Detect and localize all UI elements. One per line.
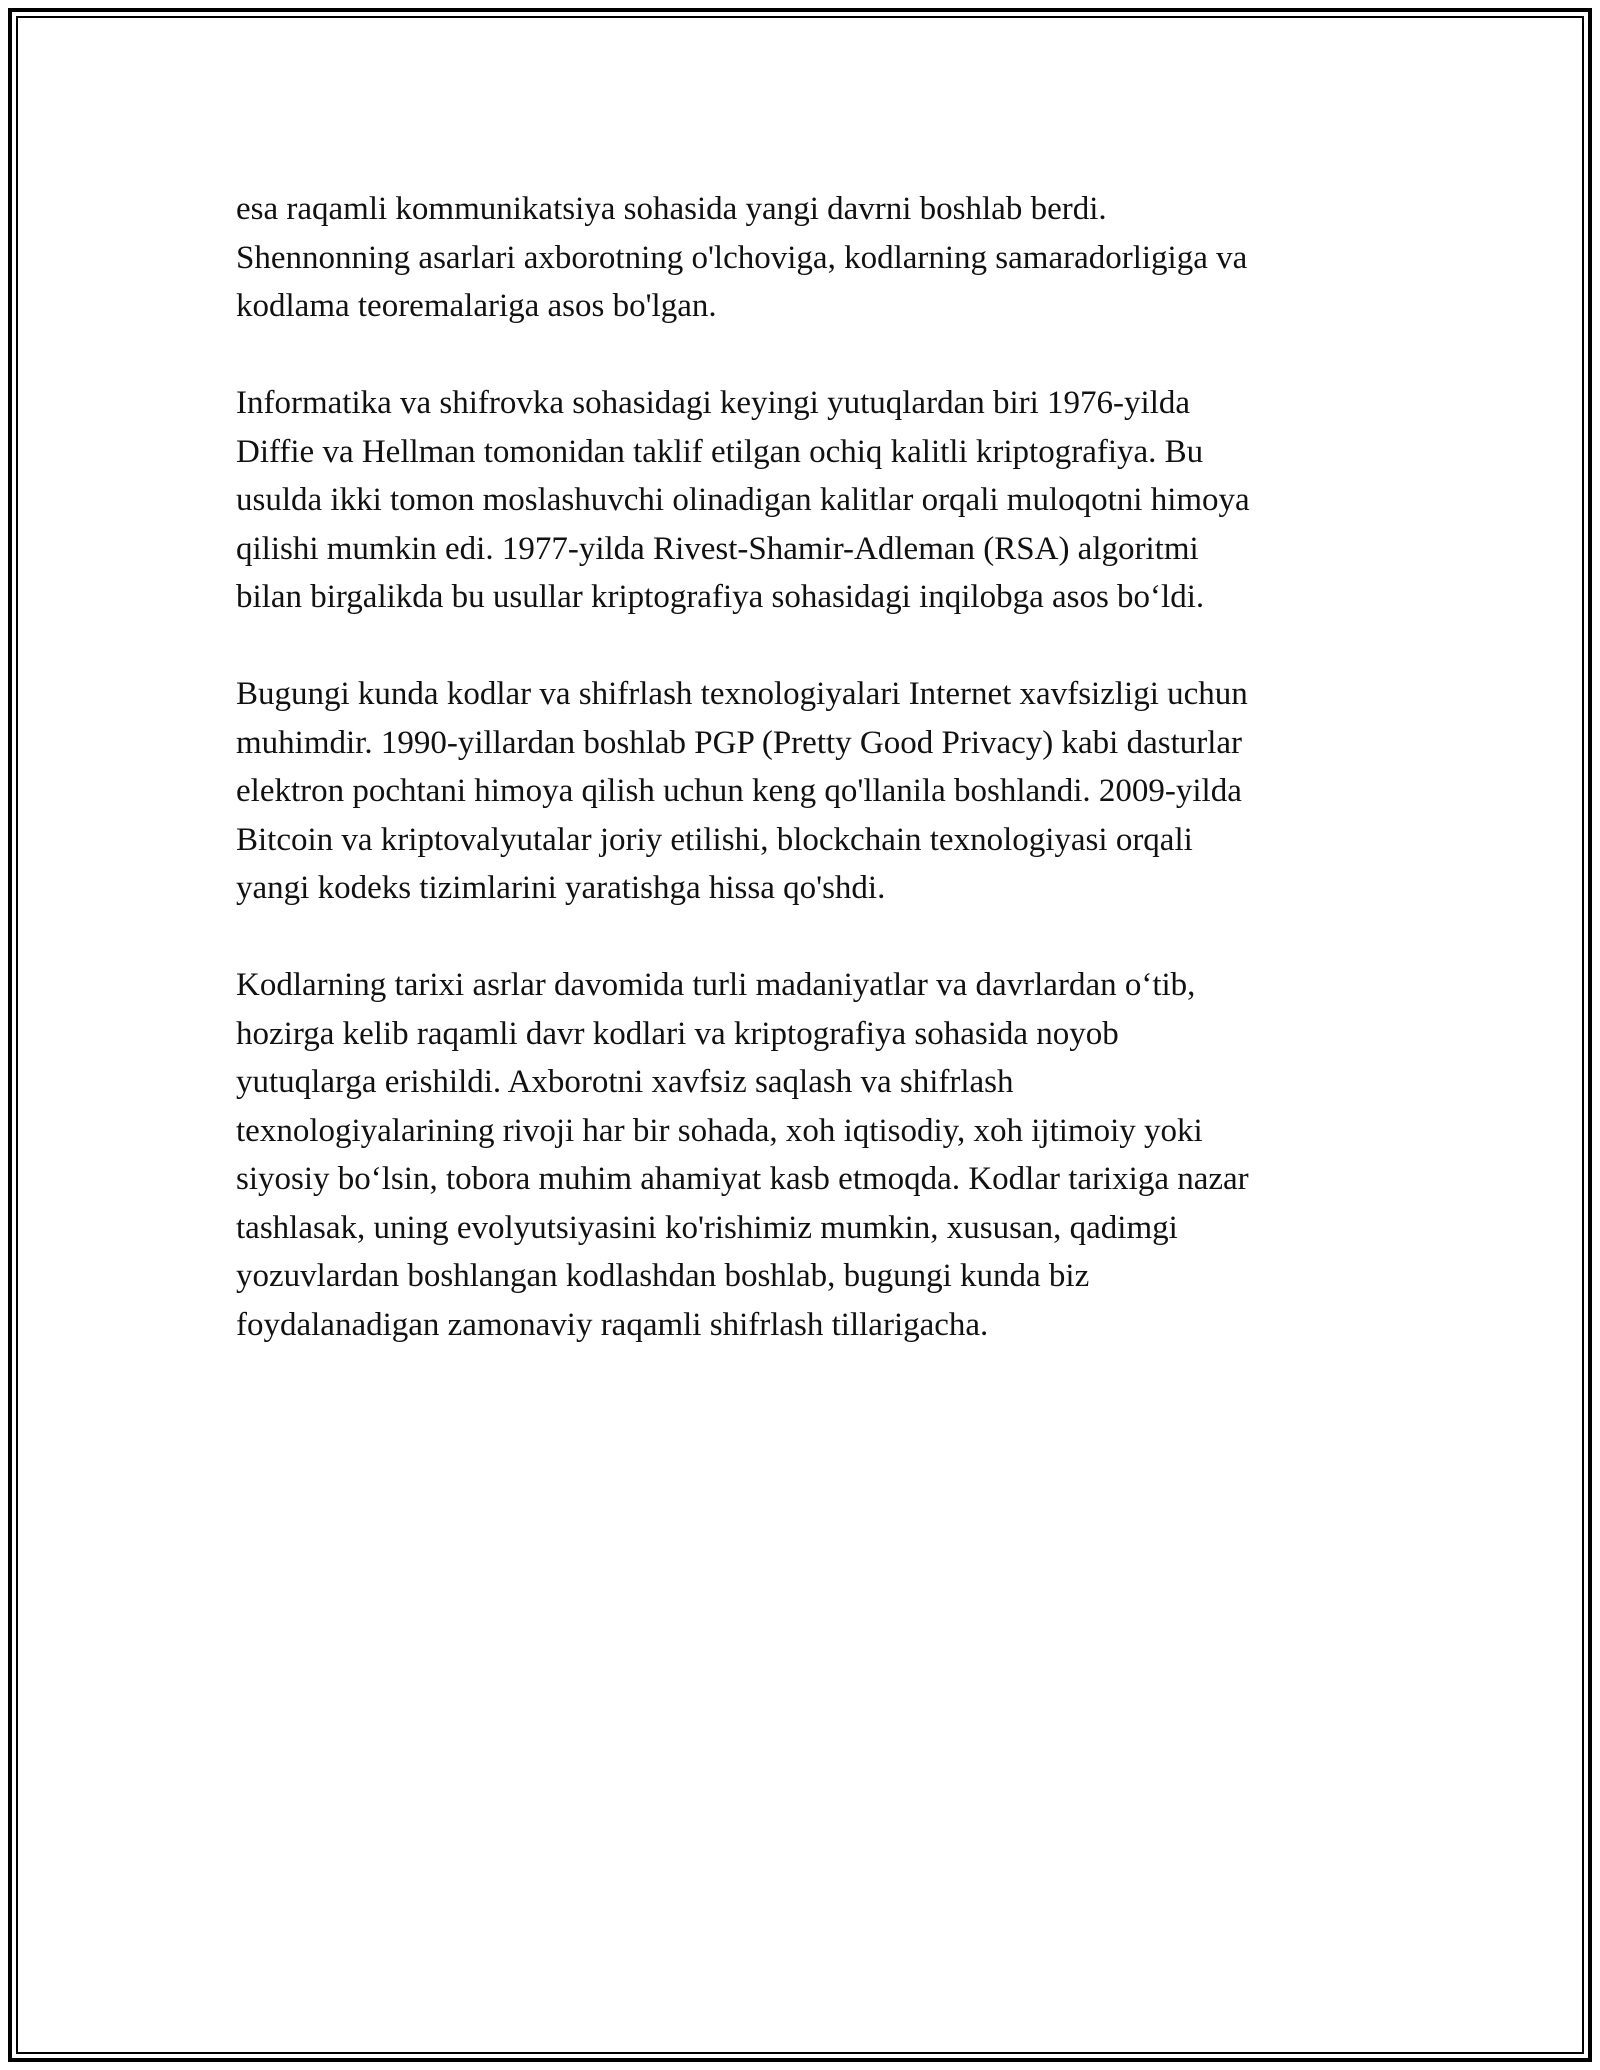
text-line: muhimdir. 1990-yillardan boshlab PGP (Pretty Good Privacy) kabi dasturlar <box>236 724 1243 761</box>
text-line: esa raqamli kommunikatsiya sohasida yangi davrni boshlab berdi. <box>236 191 1107 227</box>
text-line: texnologiyalarining rivoji har bir sohada, xoh iqtisodiy, xoh ijtimoiy yoki <box>236 1112 1203 1149</box>
text-line: elektron pochtani himoya qilish uchun keng qo'llanila boshlandi. 2009-yilda <box>236 773 1242 809</box>
text-line: siyosiy bo‘lsin, tobora muhim ahamiyat kasb etmoqda. Kodlar tarixiga nazar <box>236 1161 1249 1197</box>
paragraph-1 <box>236 185 1376 331</box>
text-line: Diffie va Hellman tomonidan taklif etilgan ochiq kalitli kriptografiya. Bu <box>236 433 1204 470</box>
paragraph-4 <box>236 961 1376 1349</box>
document-body <box>236 185 1376 1398</box>
text-line: yutuqlarga erishildi. Axborotni xavfsiz saqlash va shifrlash <box>236 1064 1014 1100</box>
text-line: Informatika va shifrovka sohasidagi keyingi yutuqlardan biri 1976-yilda <box>236 385 1191 421</box>
text-line: usulda ikki tomon moslashuvchi olinadigan kalitlar orqali muloqotni himoya <box>236 482 1250 518</box>
text-line: Bitcoin va kriptovalyutalar joriy etilishi, blockchain texnologiyasi orqali <box>236 821 1193 858</box>
text-line: bilan birgalikda bu usullar kriptografiya sohasidagi inqilobga asos bo‘ldi. <box>236 579 1205 615</box>
text-line: foydalanadigan zamonaviy raqamli shifrlash tillarigacha. <box>236 1306 989 1343</box>
text-line: Bugungi kunda kodlar va shifrlash texnologiyalari Internet xavfsizligi uchun <box>236 676 1248 712</box>
text-line: hozirga kelib raqamli davr kodlari va kriptografiya sohasida noyob <box>236 1015 1119 1052</box>
text-line: Kodlarning tarixi asrlar davomida turli madaniyatlar va davrlardan o‘tib, <box>236 967 1196 1003</box>
paragraph-2 <box>236 379 1376 622</box>
text-line: yozuvlardan boshlangan kodlashdan boshlab, bugungi kunda biz <box>236 1258 1090 1294</box>
text-line: tashlasak, uning evolyutsiyasini ko'rishimiz mumkin, xususan, qadimgi <box>236 1209 1178 1246</box>
text-line: Shennonning asarlari axborotning o'lchoviga, kodlarning samaradorligiga va <box>236 239 1248 276</box>
text-line: kodlama teoremalariga asos bo'lgan. <box>236 288 717 324</box>
text-line: yangi kodeks tizimlarini yaratishga hissa qo'shdi. <box>236 870 886 906</box>
text-line: qilishi mumkin edi. 1977-yilda Rivest-Shamir-Adleman (RSA) algoritmi <box>236 530 1199 567</box>
paragraph-3 <box>236 670 1376 913</box>
